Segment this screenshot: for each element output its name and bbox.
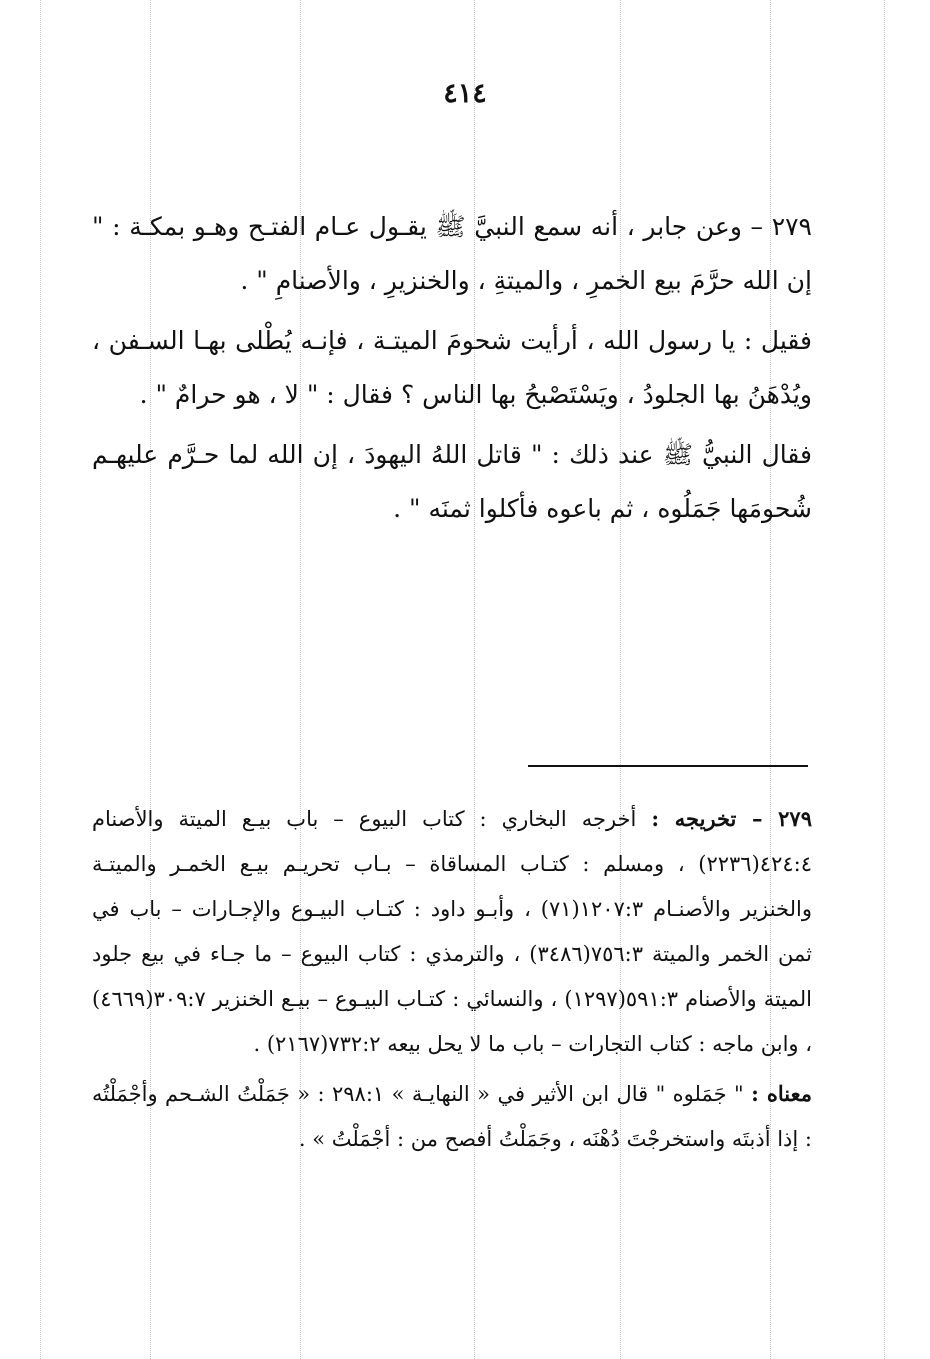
meaning-footnote <box>92 1071 812 1162</box>
scan-guide-line <box>40 0 41 1359</box>
hadith-paragraph: فقيل : يا رسول الله ، أرأيت شحومَ الميتـة ، فإنـه يُطْلى بهـا السـفن ، ويُدْهَنُ بها الجلودُ ، ويَسْتَصْبحُ بها الناس ؟ فقال : " لا ، هو حرامٌ " . <box>92 326 812 409</box>
hadith-paragraph: فقال النبيُّ ﷺ عند ذلك : " قاتل اللهُ اليهودَ ، إن الله لما حـرَّم عليهـم شُحومَها جَمَلُوه ، ثم باعوه فأكلوا ثمنَه " . <box>92 440 812 523</box>
meaning-text: " جَمَلوه " قال ابن الأثير في « النهايـة » ٢٩٨:١ : « جَمَلْتُ الشـحم وأجْمَلْتُه : إذا أذبتَه واستخرجْتَ دُهْنَه ، وجَمَلْتُ أفصح من : أجْمَلْتُ » . <box>92 1082 812 1151</box>
footnote-divider <box>528 765 808 767</box>
hadith-paragraph: ٢٧٩ – وعن جابر ، أنه سمع النبيَّ ﷺ يقـول عـام الفتـح وهـو بمكـة : " إن الله حرَّمَ بيع الخمرِ ، والميتةِ ، والخنزيرِ ، والأصنامِ " . <box>92 212 812 295</box>
hadith-body <box>92 200 812 542</box>
takhrij-footnote <box>92 796 812 1067</box>
scan-guide-line <box>884 0 885 1359</box>
takhrij-text: أخرجه البخاري : كتاب البيوع – باب بيـع الميتة والأصنام ٤٢٤:٤(٢٢٣٦) ، ومسلم : كتـاب المساقاة – بـاب تحريـم بيـع الخمـر والميتـة والخنزير والأصنـام ١٢٠٧:٣(٧١) ، وأبـو داود : كتـاب البيـوع والإجـارات – باب في ثمن الخمر والميتة ٧٥٦:٣(٣٤٨٦) ، والترمذي : كتاب البيوع – ما جـاء في بيع جلود الميتة والأصنام ٥٩١:٣(١٢٩٧) ، والنسائي : كتـاب البيـوع – بيـع الخنزير ٣٠٩:٧(٤٦٦٩) ، وابن ماجه : كتاب التجارات – باب ما لا يحل بيعه ٧٣٢:٢(٢١٦٧) . <box>92 807 813 1056</box>
footnotes <box>92 796 812 1166</box>
takhrij-label: ٢٧٩ – تخريجه : <box>651 806 812 831</box>
meaning-label: معناه : <box>751 1081 812 1106</box>
page-number: ٤١٤ <box>443 78 487 109</box>
